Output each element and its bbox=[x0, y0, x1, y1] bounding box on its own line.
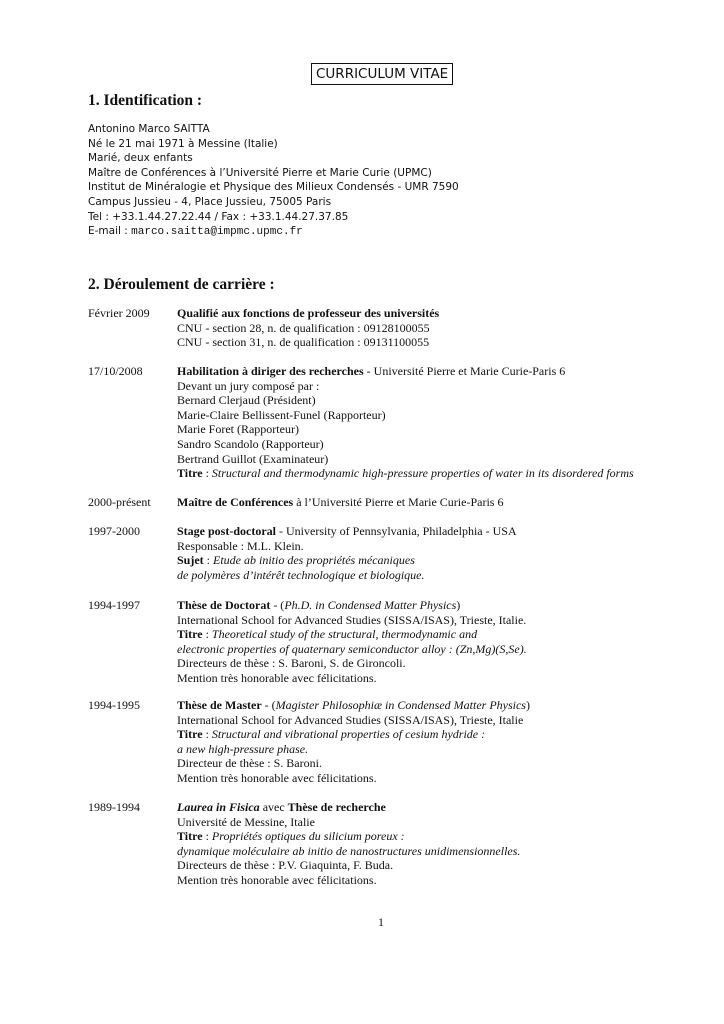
entry-title-line bbox=[177, 800, 520, 815]
entry-body bbox=[177, 800, 520, 888]
titre-text: Theoretical study of the structural, thermodynamic and bbox=[211, 627, 478, 642]
section-career-heading: 2. Déroulement de carrière : bbox=[88, 276, 275, 293]
entry-line: CNU - section 31, n. de qualification : 09131100055 bbox=[177, 335, 430, 350]
email-line bbox=[88, 224, 459, 240]
entry-body bbox=[177, 698, 530, 786]
entry-title-line bbox=[177, 364, 634, 379]
entry-date: Février 2009 bbox=[88, 306, 150, 320]
titre-text-cont: dynamique moléculaire ab initio de nanostructures unidimensionnelles. bbox=[177, 843, 521, 858]
entry-titre-line bbox=[177, 829, 520, 844]
entry-title-line bbox=[177, 524, 517, 539]
entry-title: Qualifié aux fonctions de professeur des universités bbox=[177, 306, 440, 320]
sujet-text-cont: de polymères d’intérêt technologique et biologique. bbox=[177, 567, 425, 582]
entry-title-mid: - ( bbox=[261, 698, 276, 712]
family-info: Marié, deux enfants bbox=[88, 152, 193, 165]
titre-label: Titre bbox=[177, 829, 203, 844]
entry-title: Maître de Conférences bbox=[177, 495, 294, 509]
entry-title: Habilitation à diriger des recherches bbox=[177, 364, 364, 378]
entry-date: 1989-1994 bbox=[88, 800, 140, 814]
entry-date: 17/10/2008 bbox=[88, 364, 143, 378]
entry-titre-line bbox=[177, 627, 527, 642]
entry-title: Thèse de Master bbox=[177, 698, 262, 712]
entry-line: Devant un jury composé par : bbox=[177, 378, 320, 393]
entry-title-suffix: - University of Pennsylvania, Philadelphia - USA bbox=[276, 524, 517, 538]
titre-text: Structural and vibrational properties of cesium hydride : bbox=[211, 727, 486, 742]
entry-date: 1994-1997 bbox=[88, 598, 140, 612]
entry-sujet-line bbox=[177, 553, 517, 568]
position-info: Maître de Conférences à l’Université Pierre et Marie Curie (UPMC) bbox=[88, 166, 432, 179]
titre-sep: : bbox=[202, 829, 212, 844]
entry-title-italic: Ph.D. in Condensed Matter Physics bbox=[284, 598, 457, 612]
entry-line: Responsable : M.L. Klein. bbox=[177, 538, 304, 553]
jury-member: Bertrand Guillot (Examinateur) bbox=[177, 451, 329, 466]
institute-info: Institut de Minéralogie et Physique des Milieux Condensés - UMR 7590 bbox=[88, 181, 459, 194]
entry-title-line bbox=[177, 698, 530, 713]
entry-title-line bbox=[177, 495, 503, 510]
person-name: Antonino Marco SAITTA bbox=[88, 123, 210, 135]
entry-body bbox=[177, 306, 439, 350]
entry-body bbox=[177, 524, 517, 582]
entry-title-suffix: - Université Pierre et Marie Curie-Paris 6 bbox=[363, 364, 566, 378]
section-identification-heading: 1. Identification : bbox=[88, 92, 203, 109]
titre-text-cont: a new high-pressure phase. bbox=[177, 741, 309, 756]
entry-title-suffix: à l’Université Pierre et Marie Curie-Paris 6 bbox=[293, 495, 504, 509]
entry-title-line bbox=[177, 598, 527, 613]
titre-label: Titre bbox=[177, 727, 203, 742]
address-info: Campus Jussieu - 4, Place Jussieu, 75005 Paris bbox=[88, 195, 332, 208]
titre-label: Titre bbox=[177, 627, 203, 642]
entry-title-end: ) bbox=[525, 698, 530, 712]
phone-fax-info: Tel : +33.1.44.27.22.44 / Fax : +33.1.44.27.37.85 bbox=[88, 210, 349, 223]
jury-member: Bernard Clerjaud (Président) bbox=[177, 393, 316, 408]
entry-titre-line bbox=[177, 727, 530, 742]
entry-date: 2000-présent bbox=[88, 495, 151, 509]
entry-title-italic: Magister Philosophiæ in Condensed Matter Physics bbox=[275, 698, 526, 712]
titre-sep: : bbox=[202, 727, 212, 742]
entry-title: Thèse de recherche bbox=[287, 800, 386, 814]
identification-block bbox=[88, 122, 459, 240]
entry-title-end: ) bbox=[456, 598, 461, 612]
sujet-label: Sujet bbox=[177, 553, 204, 568]
entry-line: Directeurs de thèse : P.V. Giaquinta, F. Buda. bbox=[177, 858, 394, 873]
entry-body bbox=[177, 364, 634, 481]
jury-member: Marie Foret (Rapporteur) bbox=[177, 422, 299, 437]
sujet-text: Etude ab initio des propriétés mécaniques bbox=[213, 553, 415, 568]
jury-member: Marie-Claire Bellissent-Funel (Rapporteur) bbox=[177, 407, 386, 422]
entry-line: International School for Advanced Studies (SISSA/ISAS), Trieste, Italie bbox=[177, 712, 524, 727]
entry-line: Mention très honorable avec félicitations. bbox=[177, 770, 377, 785]
entry-body bbox=[177, 495, 503, 510]
entry-line: CNU - section 28, n. de qualification : 09128100055 bbox=[177, 320, 430, 335]
entry-line: Directeurs de thèse : S. Baroni, S. de Gironcoli. bbox=[177, 656, 406, 671]
email-link[interactable]: marco.saitta@impmc.upmc.fr bbox=[131, 226, 303, 239]
entry-line: International School for Advanced Studies (SISSA/ISAS), Trieste, Italie. bbox=[177, 612, 527, 627]
entry-date: 1997-2000 bbox=[88, 524, 140, 538]
jury-member: Sandro Scandolo (Rapporteur) bbox=[177, 436, 324, 451]
entry-body bbox=[177, 598, 527, 686]
entry-titre-line bbox=[177, 466, 634, 481]
entry-title-mid: avec bbox=[259, 800, 288, 814]
document-title: CURRICULUM VITAE bbox=[311, 63, 453, 85]
entry-line: Mention très honorable avec félicitations. bbox=[177, 670, 377, 685]
titre-sep: : bbox=[202, 627, 212, 642]
titre-sep: : bbox=[202, 466, 212, 481]
page-number: 1 bbox=[378, 915, 384, 929]
titre-label: Titre bbox=[177, 466, 203, 481]
titre-text: Structural and thermodynamic high-pressure properties of water in its disordered forms bbox=[211, 466, 634, 481]
entry-line: Université de Messine, Italie bbox=[177, 814, 315, 829]
entry-title-italic: Laurea in Fisica bbox=[177, 800, 260, 814]
entry-date: 1994-1995 bbox=[88, 698, 140, 712]
titre-text-cont: electronic properties of quaternary semiconductor alloy : (Zn,Mg)(S,Se). bbox=[177, 641, 527, 656]
entry-title: Thèse de Doctorat bbox=[177, 598, 271, 612]
entry-title: Stage post-doctoral bbox=[177, 524, 276, 538]
entry-title-mid: - ( bbox=[270, 598, 285, 612]
sujet-sep: : bbox=[203, 553, 214, 568]
email-label: E-mail : bbox=[88, 225, 132, 238]
entry-line: Directeur de thèse : S. Baroni. bbox=[177, 756, 322, 771]
titre-text: Propriétés optiques du silicium poreux : bbox=[211, 829, 405, 844]
entry-line: Mention très honorable avec félicitations. bbox=[177, 872, 377, 887]
birth-info: Né le 21 mai 1971 à Messine (Italie) bbox=[88, 137, 278, 150]
